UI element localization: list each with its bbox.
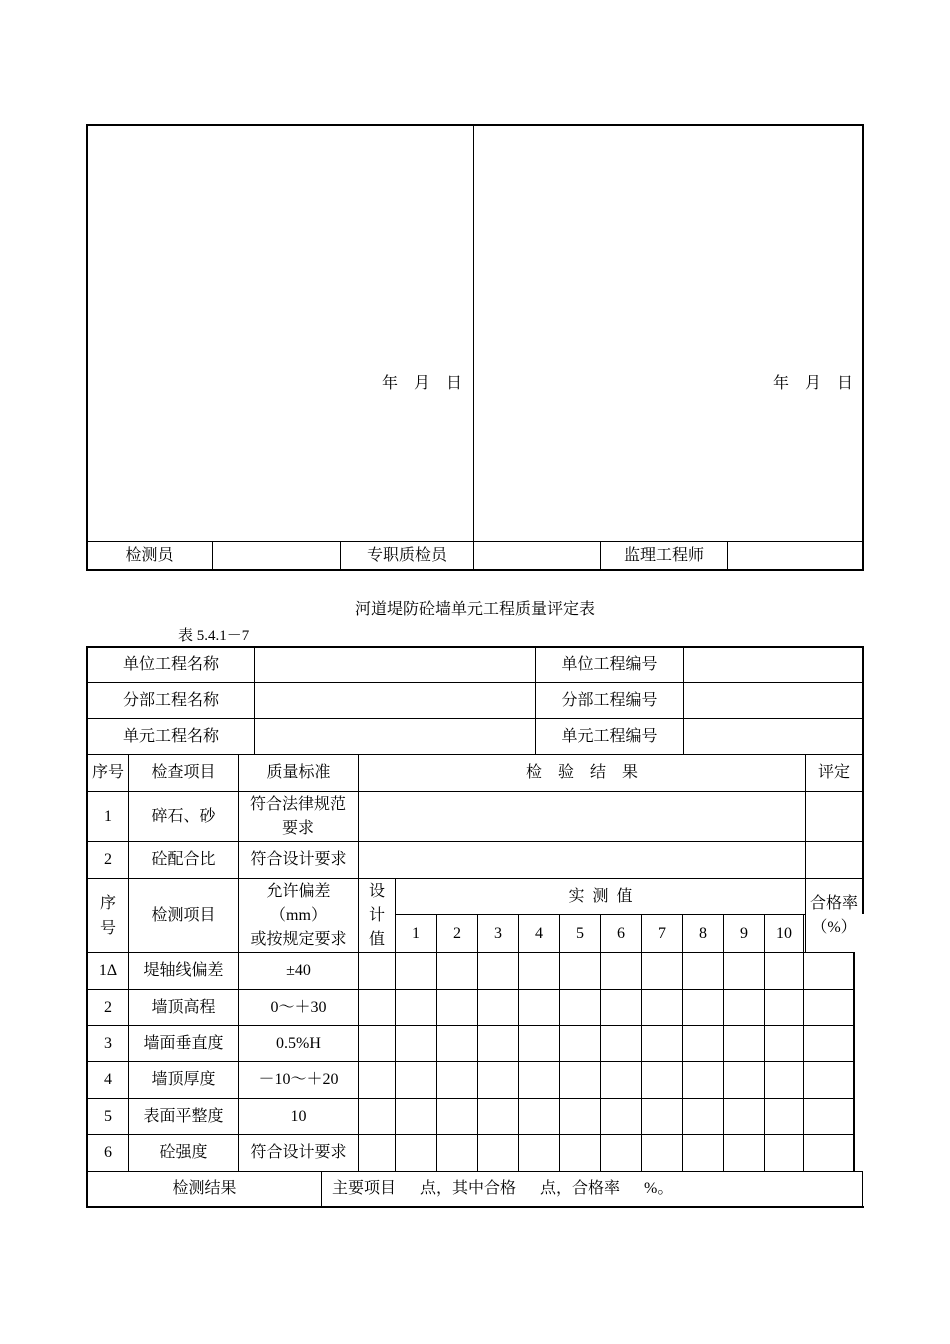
main-item-2-seq: 2	[104, 851, 112, 868]
rating-header: 评定	[817, 764, 850, 781]
col-1-header: 1	[412, 924, 420, 942]
inspector-date: 年 月 日	[382, 375, 463, 392]
division-project-number-value	[684, 683, 862, 718]
measure-row-2-item: 墙顶高程	[151, 998, 216, 1016]
measure-row-5-item: 表面平整度	[143, 1107, 224, 1125]
element-project-number-label: 单元工程编号	[561, 727, 658, 745]
col-9-header: 9	[740, 924, 748, 942]
unit-project-name-value	[255, 647, 535, 682]
main-item-2-standard: 符合设计要求	[250, 851, 347, 868]
col-3-header: 3	[494, 924, 502, 942]
inspector-signature	[213, 542, 340, 569]
measure-row-6-item: 砼强度	[159, 1144, 208, 1161]
unit-project-number-label: 单位工程编号	[561, 655, 658, 673]
measure-row-2-tolerance: 0～＋30	[270, 998, 327, 1016]
unit-project-name-label: 单位工程名称	[122, 655, 219, 673]
division-project-number-label: 分部工程编号	[561, 691, 658, 709]
tolerance-header-line1: 允许偏差	[266, 883, 331, 900]
check-item-header: 检查项目	[151, 764, 216, 781]
quality-standard-header: 质量标准	[266, 764, 331, 781]
seq-header: 序号	[91, 764, 124, 781]
result-summary: 主要项目 点，其中合格 点，合格率 %。	[332, 1180, 674, 1197]
col-5-header: 5	[576, 924, 584, 942]
pass-rate-header: 合格率（%）	[809, 894, 858, 936]
table-number: 表 5.4.1－7	[178, 628, 250, 644]
measure-row-1-item: 堤轴线偏差	[143, 962, 224, 979]
measure-row-3-seq: 3	[104, 1034, 112, 1052]
measure-row-5-tolerance: 10	[290, 1107, 307, 1125]
measure-row-2-seq: 2	[104, 998, 112, 1016]
tolerance-header	[239, 879, 358, 953]
measure-row-5-seq: 5	[104, 1107, 112, 1125]
measure-row-3-tolerance: 0.5%H	[276, 1034, 321, 1052]
main-item-1-seq: 1	[104, 807, 112, 825]
division-project-name-value	[255, 683, 535, 718]
supervisor-label: 监理工程师	[623, 546, 704, 564]
main-item-2-name: 砼配合比	[151, 851, 216, 868]
col-10-header: 10	[776, 924, 792, 942]
quality-inspector-signature	[474, 542, 600, 569]
form-title: 河道堤防砼墙单元工程质量评定表	[354, 601, 595, 618]
measure-row-4-seq: 4	[104, 1071, 112, 1088]
col-4-header: 4	[535, 924, 543, 942]
measure-row-6-seq: 6	[104, 1144, 112, 1161]
tolerance-header-line3: 或按规定要求	[250, 931, 347, 948]
measure-row-6-tolerance: 符合设计要求	[250, 1144, 347, 1161]
col-8-header: 8	[699, 924, 707, 942]
col-6-header: 6	[617, 924, 625, 942]
col-2-header: 2	[453, 924, 461, 942]
element-project-number-value	[684, 719, 862, 754]
measure-row-4-item: 墙顶厚度	[151, 1071, 216, 1088]
measured-value-header	[396, 879, 805, 914]
measure-row-1-seq: 1Δ	[98, 962, 118, 979]
tolerance-header-line2: （mm）	[270, 907, 327, 924]
inspector-label: 检测员	[125, 546, 174, 564]
unit-project-number-value	[684, 647, 862, 682]
measure-item-header: 检测项目	[151, 906, 216, 924]
inspection-result-header	[359, 755, 805, 791]
inspection-result-header-text: 检 验 结 果	[525, 764, 638, 781]
supervisor-signature	[728, 542, 862, 569]
measure-seq-header: 序号	[99, 894, 116, 937]
element-project-name-label: 单元工程名称	[122, 727, 219, 745]
measure-row-1-tolerance: ±40	[286, 962, 311, 979]
measure-row-3-item: 墙面垂直度	[143, 1034, 224, 1052]
main-item-1-standard: 符合法律规范要求	[249, 795, 346, 837]
main-item-1-name: 碎石、砂	[151, 807, 216, 825]
element-project-name-value	[255, 719, 535, 754]
division-project-name-label: 分部工程名称	[122, 691, 219, 709]
supervisor-date: 年 月 日	[773, 375, 854, 392]
measured-value-header-text: 实 测 值	[568, 887, 633, 905]
measure-row-4-tolerance: －10～＋20	[258, 1071, 339, 1088]
design-value-header: 设计值	[368, 882, 385, 948]
col-7-header: 7	[658, 924, 666, 942]
result-label: 检测结果	[172, 1180, 237, 1197]
quality-inspector-label: 专职质检员	[366, 546, 447, 564]
